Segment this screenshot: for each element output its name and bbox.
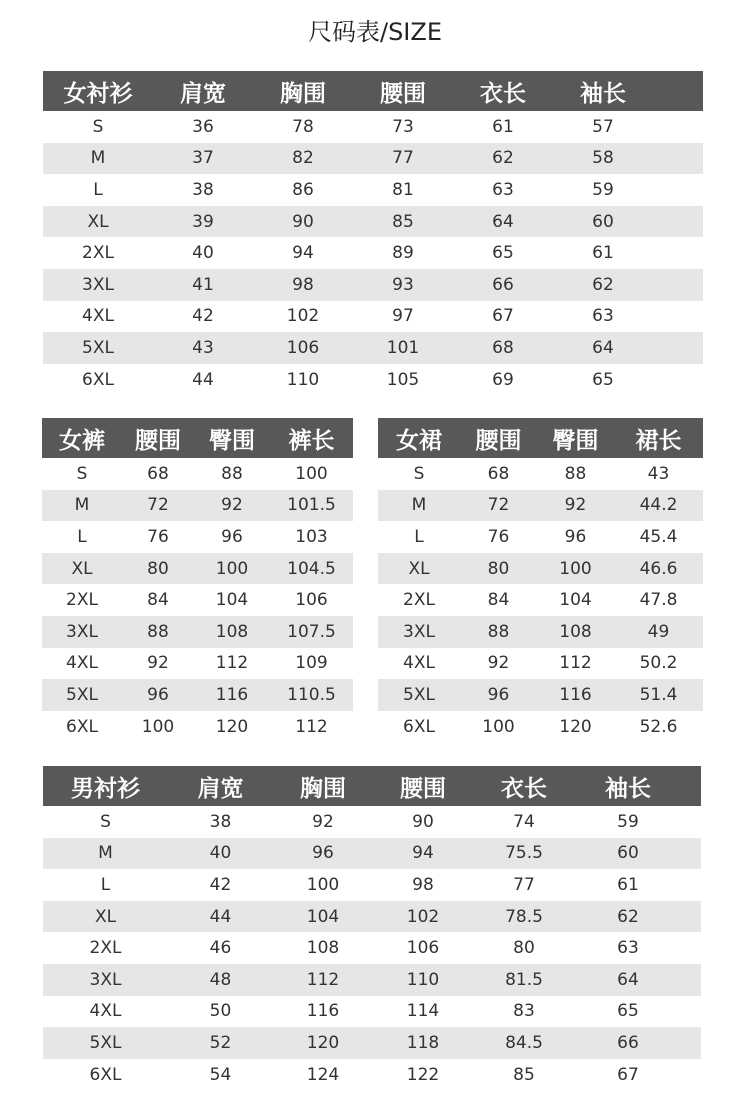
table-row (43, 838, 701, 870)
measurement-cell: 92 (487, 653, 510, 674)
measurement-cell: 75.5 (505, 843, 543, 864)
table-row (43, 269, 703, 301)
measurement-cell: 77 (513, 874, 535, 895)
measurement-cell: 68 (487, 463, 510, 484)
header-cell: 胸围 (280, 80, 326, 107)
men-shirt-size-table (43, 766, 701, 1090)
measurement-cell: 108 (215, 621, 249, 642)
measurement-cell: 101 (386, 337, 420, 358)
measurement-cell: 90 (292, 211, 314, 232)
table-row (43, 332, 703, 364)
measurement-cell: 110 (286, 369, 320, 390)
measurement-cell: 68 (492, 337, 514, 358)
size-label-cell: 4XL (66, 653, 98, 674)
measurement-cell: 92 (147, 653, 169, 674)
measurement-cell: 98 (292, 274, 314, 295)
measurement-cell: 81.5 (505, 969, 543, 990)
measurement-cell: 116 (215, 684, 249, 705)
measurement-cell: 94 (412, 843, 434, 864)
measurement-cell: 112 (559, 653, 592, 674)
size-label-cell: 4XL (403, 653, 435, 674)
table-header (42, 418, 353, 458)
measurement-cell: 93 (392, 274, 414, 295)
header-cell: 裙长 (635, 427, 682, 454)
measurement-cell: 61 (592, 243, 614, 264)
table-row (43, 111, 703, 143)
table-row (378, 584, 703, 616)
table-row (43, 964, 701, 996)
table-row (43, 869, 701, 901)
table-row (43, 1059, 701, 1091)
measurement-cell: 42 (209, 874, 232, 895)
measurement-cell: 38 (192, 179, 214, 200)
table-row (43, 301, 703, 333)
measurement-cell: 96 (221, 526, 243, 547)
table-row (43, 237, 703, 269)
measurement-cell: 104 (559, 590, 592, 611)
measurement-cell: 58 (592, 148, 614, 169)
measurement-cell: 84 (487, 590, 510, 611)
measurement-cell: 92 (312, 811, 334, 832)
measurement-cell: 110.5 (287, 684, 336, 705)
size-label-cell: 5XL (403, 684, 435, 705)
table-row (43, 901, 701, 933)
measurement-cell: 96 (487, 684, 510, 705)
measurement-cell: 80 (513, 938, 535, 959)
measurement-cell: 100 (215, 558, 249, 579)
header-cell: 臀围 (552, 427, 599, 454)
header-cell: 腰围 (400, 775, 446, 802)
measurement-cell: 124 (306, 1064, 340, 1085)
measurement-cell: 100 (141, 716, 175, 737)
size-label-cell: 2XL (66, 590, 98, 611)
size-label-cell: 3XL (403, 621, 435, 642)
header-cell: 肩宽 (197, 775, 244, 802)
size-label-cell: M (98, 843, 113, 864)
size-label-cell: M (90, 148, 106, 169)
size-label-cell: 4XL (89, 1001, 122, 1022)
table-row (43, 206, 703, 238)
measurement-cell: 60 (592, 211, 614, 232)
page-title: 尺码表/SIZE (307, 18, 442, 46)
header-cell: 袖长 (580, 80, 626, 107)
table-row (43, 174, 703, 206)
measurement-cell: 120 (559, 716, 592, 737)
measurement-cell: 36 (192, 116, 214, 137)
header-cell: 袖长 (605, 775, 651, 802)
measurement-cell: 118 (406, 1032, 440, 1053)
size-label-cell: 5XL (89, 1032, 122, 1053)
measurement-cell: 44 (209, 906, 232, 927)
size-label-cell: L (93, 179, 103, 200)
measurement-cell: 73 (392, 116, 414, 137)
header-cell: 女衬衫 (63, 80, 133, 107)
size-label-cell: XL (87, 211, 109, 232)
header-cell: 男衬衫 (71, 775, 140, 802)
header-cell: 腰围 (475, 427, 522, 454)
header-cell: 肩宽 (180, 80, 226, 107)
measurement-cell: 59 (617, 811, 639, 832)
measurement-cell: 105 (386, 369, 420, 390)
measurement-cell: 43 (647, 463, 670, 484)
measurement-cell: 67 (617, 1064, 639, 1085)
table-row (42, 679, 353, 711)
measurement-cell: 57 (592, 116, 614, 137)
measurement-cell: 62 (592, 274, 614, 295)
measurement-cell: 49 (647, 621, 670, 642)
size-label-cell: M (74, 495, 90, 516)
table-header (378, 418, 703, 458)
size-label-cell: 2XL (82, 243, 114, 264)
women-shirt-size-table (43, 71, 703, 395)
measurement-cell: 50 (209, 1001, 232, 1022)
measurement-cell: 96 (147, 684, 169, 705)
measurement-cell: 64 (617, 969, 639, 990)
women-skirt-size-table (378, 418, 703, 742)
table-row (378, 711, 703, 743)
table-row (42, 553, 353, 585)
measurement-cell: 88 (564, 463, 587, 484)
measurement-cell: 38 (209, 811, 232, 832)
size-label-cell: L (100, 874, 111, 895)
measurement-cell: 78 (292, 116, 314, 137)
measurement-cell: 120 (306, 1032, 340, 1053)
table-row (42, 711, 353, 743)
measurement-cell: 47.8 (639, 590, 678, 611)
size-label-cell: S (100, 811, 111, 832)
measurement-cell: 65 (617, 1001, 639, 1022)
measurement-cell: 104.5 (287, 558, 336, 579)
measurement-cell: 78.5 (505, 906, 543, 927)
measurement-cell: 122 (406, 1064, 440, 1085)
measurement-cell: 103 (295, 526, 328, 547)
measurement-cell: 63 (592, 306, 614, 327)
measurement-cell: 96 (312, 843, 334, 864)
measurement-cell: 39 (192, 211, 214, 232)
measurement-cell: 101.5 (287, 495, 336, 516)
measurement-cell: 40 (192, 243, 214, 264)
measurement-cell: 88 (487, 621, 510, 642)
measurement-cell: 54 (209, 1064, 232, 1085)
measurement-cell: 74 (513, 811, 535, 832)
size-label-cell: 6XL (66, 716, 98, 737)
measurement-cell: 45.4 (639, 526, 678, 547)
measurement-cell: 110 (406, 969, 440, 990)
measurement-cell: 96 (564, 526, 587, 547)
table-header (43, 766, 701, 806)
measurement-cell: 109 (295, 653, 328, 674)
measurement-cell: 61 (617, 874, 639, 895)
measurement-cell: 85 (513, 1064, 535, 1085)
table-row (378, 679, 703, 711)
size-label-cell: M (411, 495, 427, 516)
measurement-cell: 108 (559, 621, 592, 642)
measurement-cell: 83 (513, 1001, 535, 1022)
table-row (378, 616, 703, 648)
table-row (43, 143, 703, 175)
measurement-cell: 84.5 (505, 1032, 543, 1053)
size-label-cell: XL (71, 558, 93, 579)
size-label-cell: 3XL (66, 621, 98, 642)
measurement-cell: 46 (209, 938, 232, 959)
size-label-cell: L (77, 526, 87, 547)
measurement-cell: 89 (392, 243, 414, 264)
women-pants-size-table (42, 418, 353, 742)
table-row (42, 458, 353, 490)
measurement-cell: 107.5 (287, 621, 336, 642)
measurement-cell: 46.6 (639, 558, 678, 579)
header-cell: 臀围 (209, 427, 255, 454)
measurement-cell: 86 (292, 179, 314, 200)
measurement-cell: 94 (292, 243, 314, 264)
measurement-cell: 116 (306, 1001, 340, 1022)
table-row (43, 932, 701, 964)
table-row (43, 806, 701, 838)
measurement-cell: 65 (492, 243, 514, 264)
measurement-cell: 88 (221, 463, 243, 484)
measurement-cell: 68 (147, 463, 169, 484)
measurement-cell: 88 (147, 621, 169, 642)
size-label-cell: 6XL (403, 716, 435, 737)
measurement-cell: 106 (406, 938, 440, 959)
measurement-cell: 108 (306, 938, 340, 959)
measurement-cell: 40 (209, 843, 232, 864)
measurement-cell: 44.2 (639, 495, 678, 516)
header-cell: 裤长 (288, 427, 335, 454)
table-row (43, 996, 701, 1028)
measurement-cell: 37 (192, 148, 214, 169)
measurement-cell: 114 (406, 1001, 440, 1022)
measurement-cell: 112 (215, 653, 249, 674)
measurement-cell: 98 (412, 874, 434, 895)
measurement-cell: 61 (492, 116, 514, 137)
measurement-cell: 76 (147, 526, 169, 547)
measurement-cell: 60 (617, 843, 639, 864)
table-row (378, 490, 703, 522)
size-label-cell: XL (94, 906, 117, 927)
measurement-cell: 81 (392, 179, 414, 200)
size-label-cell: 2XL (403, 590, 435, 611)
size-label-cell: S (92, 116, 104, 137)
measurement-cell: 59 (592, 179, 614, 200)
measurement-cell: 84 (147, 590, 169, 611)
table-row (378, 521, 703, 553)
header-cell: 女裤 (59, 427, 105, 454)
size-label-cell: 2XL (89, 938, 122, 959)
measurement-cell: 52.6 (639, 716, 678, 737)
measurement-cell: 66 (492, 274, 514, 295)
measurement-cell: 100 (482, 716, 515, 737)
measurement-cell: 100 (295, 463, 328, 484)
measurement-cell: 69 (492, 369, 514, 390)
table-row (378, 553, 703, 585)
measurement-cell: 63 (617, 938, 639, 959)
size-label-cell: 3XL (89, 969, 122, 990)
measurement-cell: 43 (192, 337, 214, 358)
table-row (42, 616, 353, 648)
size-label-cell: S (76, 463, 88, 484)
measurement-cell: 62 (492, 148, 514, 169)
measurement-cell: 77 (392, 148, 414, 169)
measurement-cell: 66 (617, 1032, 639, 1053)
header-cell: 衣长 (480, 80, 526, 107)
measurement-cell: 102 (286, 306, 320, 327)
measurement-cell: 41 (192, 274, 214, 295)
table-row (43, 1027, 701, 1059)
measurement-cell: 102 (406, 906, 440, 927)
measurement-cell: 51.4 (639, 684, 678, 705)
measurement-cell: 85 (392, 211, 414, 232)
measurement-cell: 67 (492, 306, 514, 327)
size-label-cell: 6XL (82, 369, 114, 390)
measurement-cell: 50.2 (639, 653, 678, 674)
table-row (42, 648, 353, 680)
measurement-cell: 120 (215, 716, 249, 737)
measurement-cell: 65 (592, 369, 614, 390)
measurement-cell: 90 (412, 811, 434, 832)
measurement-cell: 42 (192, 306, 214, 327)
measurement-cell: 112 (295, 716, 328, 737)
measurement-cell: 106 (286, 337, 320, 358)
size-label-cell: 3XL (82, 274, 114, 295)
header-cell: 女裙 (396, 427, 442, 454)
table-row (378, 458, 703, 490)
size-label-cell: 6XL (89, 1064, 122, 1085)
table-row (378, 648, 703, 680)
header-cell: 胸围 (300, 775, 346, 802)
header-cell: 腰围 (380, 80, 426, 107)
table-header (43, 71, 703, 111)
measurement-cell: 92 (564, 495, 587, 516)
table-row (43, 364, 703, 396)
size-label-cell: S (413, 463, 425, 484)
measurement-cell: 76 (487, 526, 510, 547)
measurement-cell: 92 (221, 495, 243, 516)
table-row (42, 490, 353, 522)
measurement-cell: 80 (487, 558, 510, 579)
size-label-cell: 5XL (66, 684, 98, 705)
measurement-cell: 100 (306, 874, 340, 895)
header-cell: 腰围 (135, 427, 181, 454)
measurement-cell: 100 (559, 558, 592, 579)
size-label-cell: XL (408, 558, 430, 579)
measurement-cell: 52 (209, 1032, 232, 1053)
size-label-cell: 4XL (82, 306, 114, 327)
table-row (42, 584, 353, 616)
size-label-cell: 5XL (82, 337, 114, 358)
measurement-cell: 112 (306, 969, 340, 990)
measurement-cell: 44 (192, 369, 214, 390)
measurement-cell: 116 (559, 684, 592, 705)
measurement-cell: 48 (209, 969, 232, 990)
measurement-cell: 72 (487, 495, 510, 516)
measurement-cell: 97 (392, 306, 414, 327)
size-label-cell: L (414, 526, 424, 547)
measurement-cell: 64 (592, 337, 614, 358)
measurement-cell: 104 (306, 906, 340, 927)
measurement-cell: 106 (295, 590, 328, 611)
measurement-cell: 63 (492, 179, 514, 200)
measurement-cell: 72 (147, 495, 169, 516)
measurement-cell: 80 (147, 558, 169, 579)
table-row (42, 521, 353, 553)
measurement-cell: 104 (215, 590, 249, 611)
header-cell: 衣长 (501, 775, 547, 802)
measurement-cell: 64 (492, 211, 514, 232)
measurement-cell: 62 (617, 906, 639, 927)
measurement-cell: 82 (292, 148, 314, 169)
